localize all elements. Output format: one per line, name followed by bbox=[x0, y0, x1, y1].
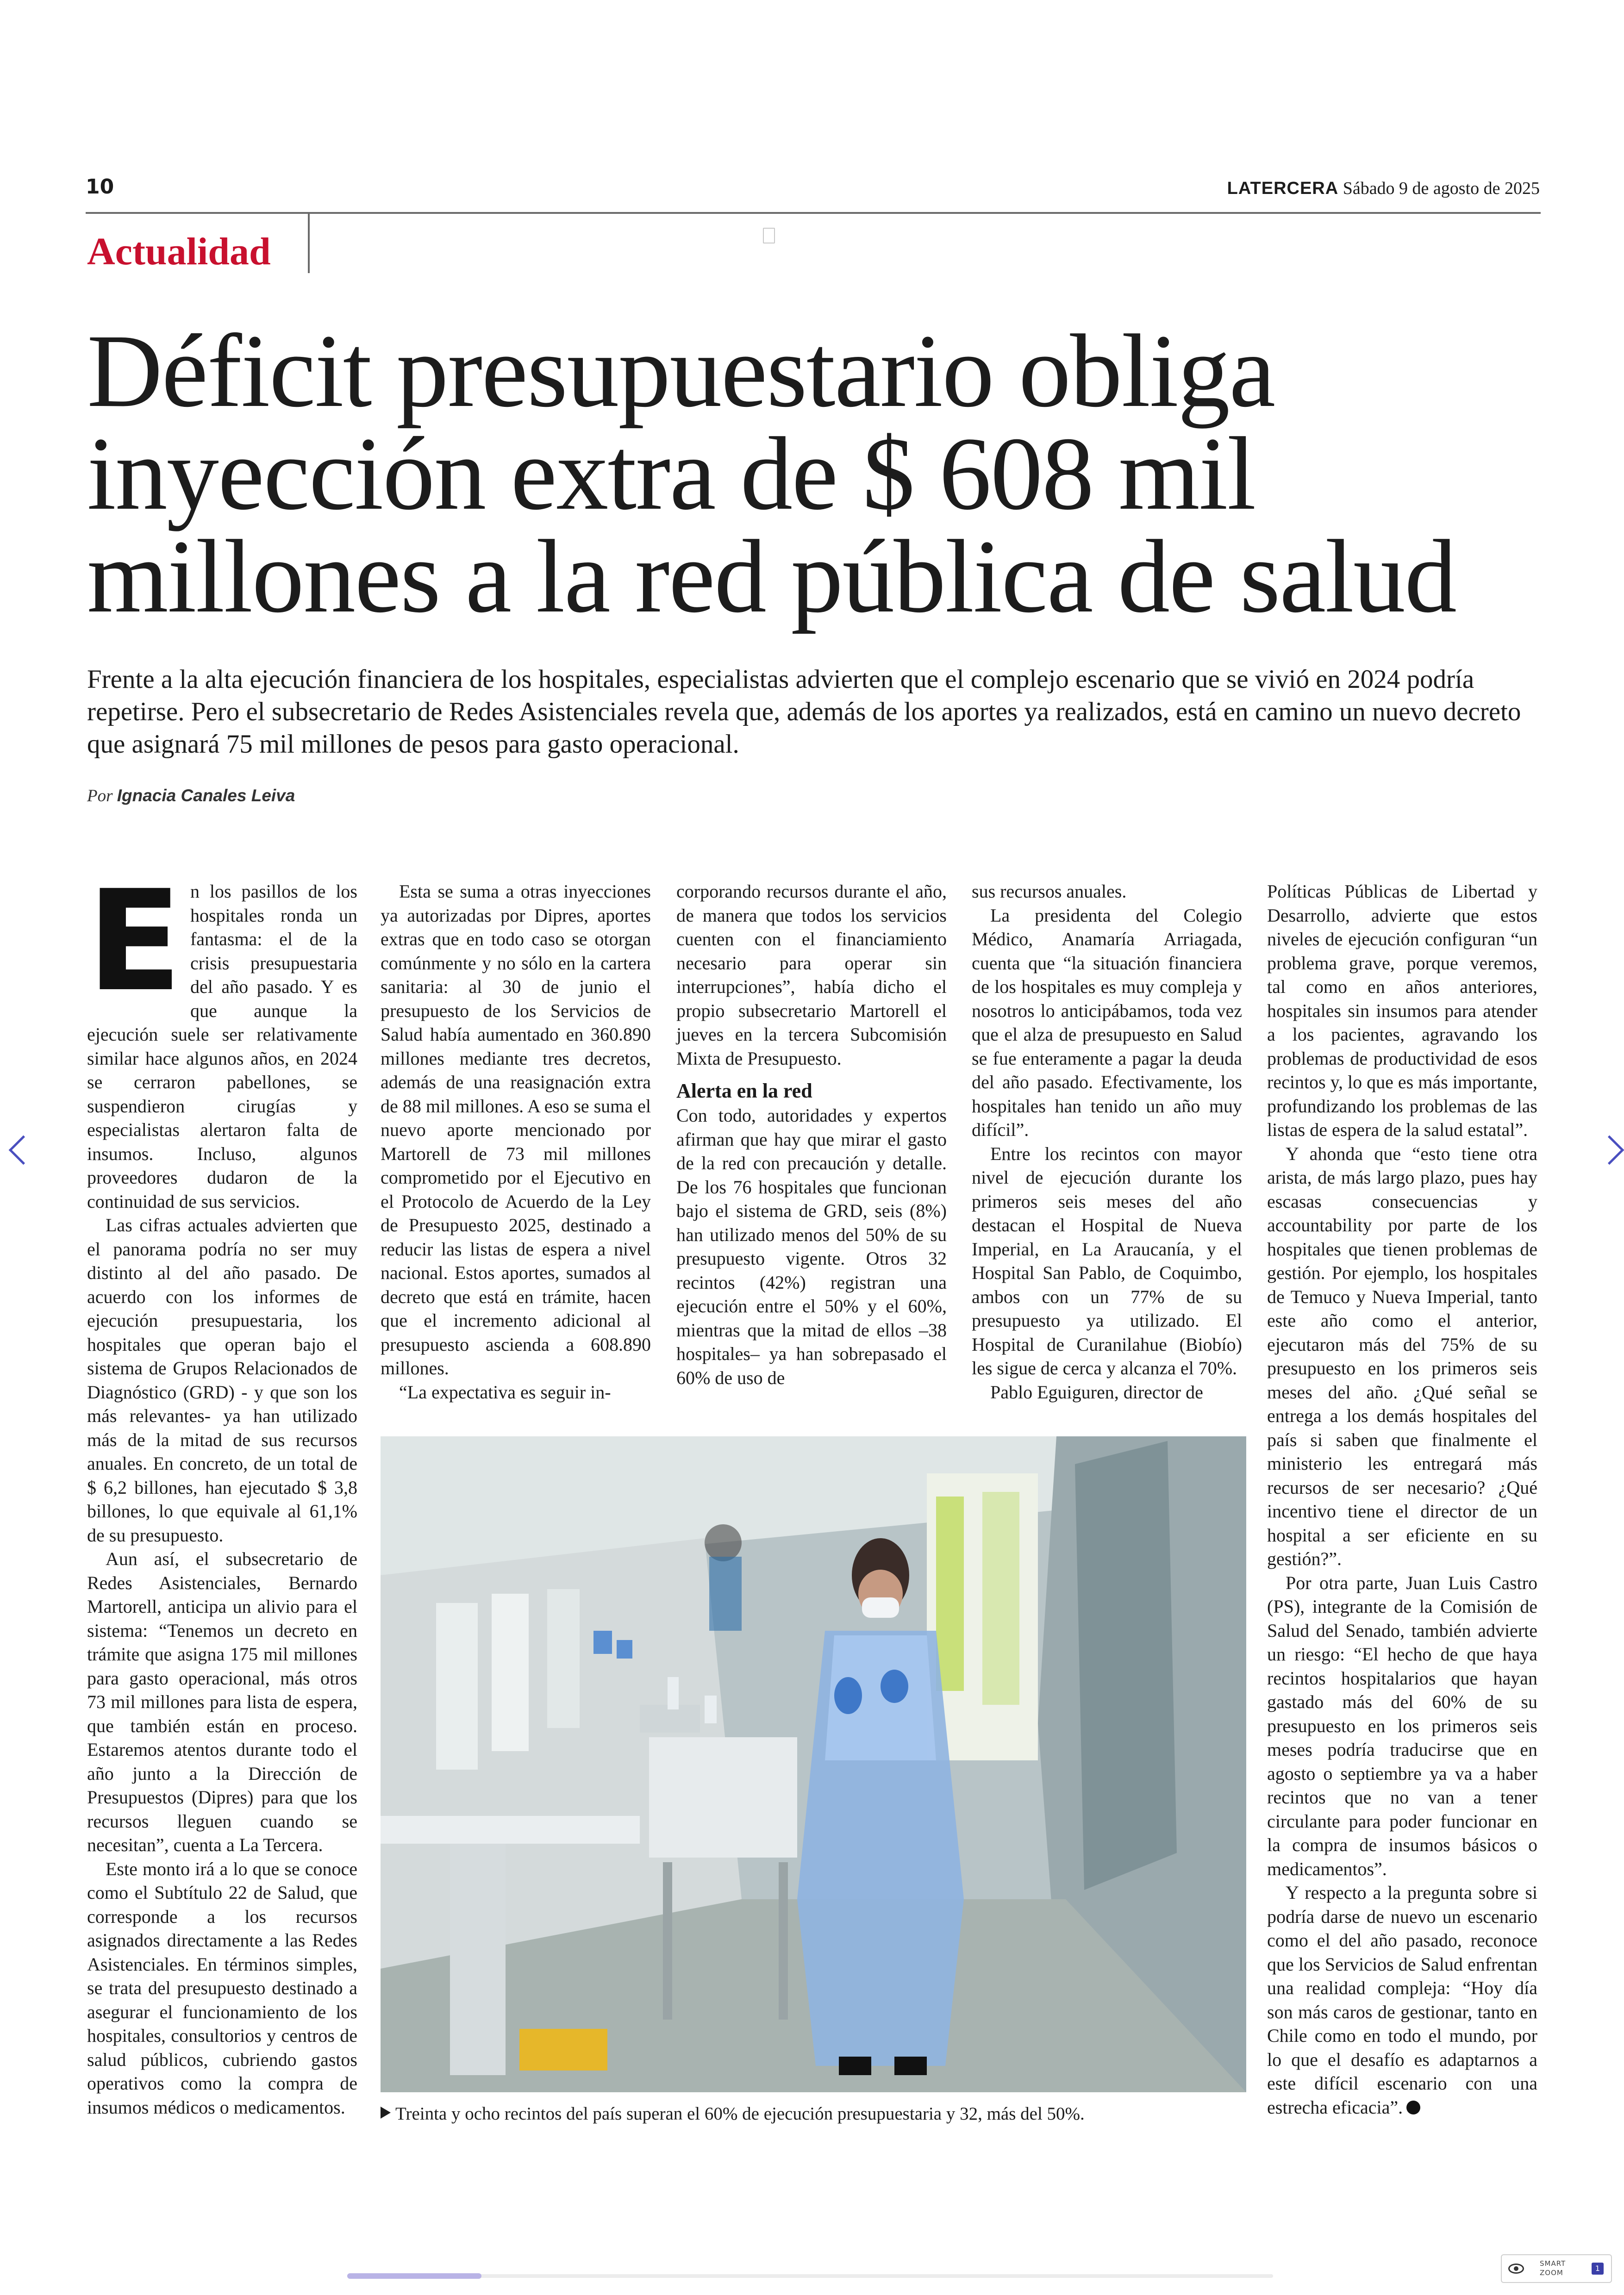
paragraph: Entre los recintos con mayor nivel de ejecución durante los primeros seis meses del año destacan el Hospital de Nueva Imperial, en La Araucanía, y el Hospital San Pablo, de Coquimbo, ambos con un 77% de su presupuesto ya utilizado. El Hospital de Curanilahue (Biobío) les sigue de cerca y alcanza el 70%. bbox=[972, 1143, 1242, 1378]
paragraph: Con todo, autoridades y expertos afirman que hay que mirar el gasto de la red con precaución y detalle. De los 76 hospitales que funcionan bajo el sistema de GRD, seis (8%) han utilizado menos del 50% de su presupuesto vigente. Otros 32 recintos (42%) registran una ejecución entre el 50% y el 60%, mientras que la mitad de ellos –38 hospitales– ya han sobrepasado el 60% de uso de bbox=[676, 1105, 947, 1388]
paragraph: La presidenta del Colegio Médico, Anamaría Arriagada, cuenta que “la situación financiera de los hospitales es muy compleja y nosotros lo anticipábamos, toda vez que el alza de presupuesto en Salud se fue enteramente a pagar la deuda del año pasado. Efectivamente, los hospitales han tenido un año muy difícil”. bbox=[972, 904, 1242, 1140]
paragraph: Pablo Eguiguren, director de bbox=[990, 1381, 1203, 1403]
paragraph: Las cifras actuales advierten que el panorama podría no ser muy distinto al del año pasado. De acuerdo con los informes de ejecución presupuestaria, los hospitales que operan bajo el sistema de Grupos Relacionados de Diagnóstico (GRD) - y que son los más relevantes- ya han utilizado más de la mitad de sus recursos anuales. En concreto, de un total de $ 6,2 billones, han ejecutado $ 3,8 billones, lo que equivale al 61,1% de su presupuesto. bbox=[87, 1215, 357, 1546]
paragraph: Aun así, el subsecretario de Redes Asistenciales, Bernardo Martorell, anticipa un alivio para el sistema: “Tenemos un decreto en trámite que asigna 175 mil millones para gasto operacional, más otros 73 mil millones para lista de espera, que también están en proceso. Estaremos atentos durante todo el año junto a la Dirección de Presupuestos (Dipres) para que los recursos lleguen cuando se necesitan”, cuenta a La Tercera. bbox=[87, 1548, 357, 1855]
photo-caption bbox=[381, 2103, 1251, 2124]
section-label: Actualidad bbox=[87, 230, 271, 273]
paragraph: Esta se suma a otras inyecciones ya autorizadas por Dipres, aportes extras que en todo caso se otorgan comúnmente y no sólo en la cartera sanitaria: al 30 de junio el presupuesto de los Servicios de Salud había aumentado en 360.890 millones mediante tres decretos, además de una reasignación extra de 88 mil millones. A eso se suma el nuevo aporte mencionado por Martorell de 73 mil millones comprometido por el Ejecutivo en el Protocolo de Acuerdo de la Ley de Presupuesto 2025, destinado a reducir las listas de espera a nivel nacional. Estos aportes, sumados al decreto que está en trámite, hacen que el incremento adicional al presupuesto ascienda a 608.890 millones. bbox=[381, 881, 651, 1378]
masthead bbox=[1227, 178, 1540, 199]
article-column-2 bbox=[381, 879, 651, 1403]
article-column-1 bbox=[87, 861, 357, 2129]
article-column-4 bbox=[972, 879, 1242, 1403]
smart-zoom-label-line2: ZOOM bbox=[1540, 2269, 1563, 2277]
publication-date: Sábado 9 de agosto de 2025 bbox=[1343, 179, 1540, 198]
paragraph: sus recursos anuales. bbox=[972, 881, 1127, 902]
deck: Frente a la alta ejecución financiera de los hospitales, especialistas advierten que el complejo escenario que se vivió en 2024 podría repetirse. Pero el subsecretario de Redes Asistenciales revela que, además de los aportes ya realizados, está en camino un nuevo decreto que asignará 75 mil millones de pesos para gasto operacional. bbox=[87, 665, 1521, 759]
paragraph: Políticas Públicas de Libertad y Desarrollo, advierte que estos niveles de ejecución configuran “un problema grave, porque veremos, tal como en años anteriores, hospitales sin insumos para atender a los pacientes, agravando los problemas de productividad de esos recintos y, lo que es más importante, profundizando los problemas de las listas de espera de la salud estatal”. bbox=[1267, 881, 1537, 1140]
paragraph: Este monto irá a lo que se conoce como el Subtítulo 22 de Salud, que corresponde a los recursos asignados directamente a las Redes Asistenciales. En términos simples, se trata del presupuesto destinado a asegurar el funcionamiento de los hospitales, consultorios y centros de salud públicos, cubriendo gastos operativos como la compra de insumos médicos o medicamentos. bbox=[87, 1858, 357, 2118]
end-mark-icon bbox=[1406, 2101, 1420, 2114]
article-column-5 bbox=[1267, 879, 1537, 2129]
page-number: 10 bbox=[86, 175, 114, 199]
smart-zoom-label-line1: SMART bbox=[1540, 2259, 1566, 2268]
page-icon bbox=[763, 228, 775, 243]
eye-icon bbox=[1508, 2264, 1524, 2274]
caption-arrow-icon bbox=[381, 2107, 391, 2119]
headline: Déficit presupuestario obliga inyección extra de $ 608 mil millones a la red pública de salud bbox=[87, 313, 1456, 634]
byline-prefix: Por bbox=[87, 786, 113, 805]
paragraph bbox=[1267, 1881, 1537, 2119]
header-rule bbox=[86, 212, 1541, 214]
paragraph: n los pasillos de los hospitales ronda un fantasma: el de la crisis presupuestaria del año pasado. Y es que aunque la ejecución suele ser relativamente similar hace algunos años, en 2024 se cerraron pabellones, se suspendieron cirugías y especialistas alertaron falta de insumos. Incluso, algunos proveedores dudaron de la continuidad de sus servicios. bbox=[87, 881, 357, 1212]
page-scrollbar-track[interactable] bbox=[347, 2274, 1273, 2278]
caption-text: Treinta y ocho recintos del país superan el 60% de ejecución presupuestaria y 32, más del 50%. bbox=[395, 2104, 1085, 2124]
previous-page-chevron-icon[interactable] bbox=[9, 1135, 38, 1165]
paragraph: Por otra parte, Juan Luis Castro (PS), integrante de la Comisión de Salud del Senado, también advierte un riesgo: “El hecho de que haya recintos hospitalarios que hayan gastado más del 60% de su presupuesto en los primeros seis meses podría traducirse que en agosto o septiembre ya va a haber recintos que no van a tener circulante para poder funcionar en la compra de insumos básicos o medicamentos”. bbox=[1267, 1572, 1537, 1879]
dropcap: E bbox=[87, 861, 182, 1022]
next-page-chevron-icon[interactable] bbox=[1595, 1135, 1624, 1165]
article-photo bbox=[381, 1436, 1246, 2092]
newspaper-brand: LATERCERA bbox=[1227, 179, 1339, 198]
paragraph: corporando recursos durante el año, de manera que todos los servicios cuenten con el financiamiento necesario para operar sin interrupciones”, había dicho el propio subsecretario Martorell el jueves en la tercera Subcomisión Mixta de Presupuesto. bbox=[676, 881, 947, 1069]
byline-author: Ignacia Canales Leiva bbox=[117, 786, 295, 805]
paragraph: “La expectativa es seguir in- bbox=[399, 1381, 611, 1403]
page-scrollbar-thumb[interactable] bbox=[347, 2273, 481, 2279]
article-column-3 bbox=[676, 879, 947, 1389]
smart-zoom-badge: 1 bbox=[1592, 2263, 1604, 2275]
section-divider bbox=[308, 213, 310, 273]
paragraph: Y ahonda que “esto tiene otra arista, de más largo plazo, pues hay escasas consecuencias y accountability por parte de los hospitales que tienen problemas de gestión. Por ejemplo, los hospitales de Temuco y Nueva Imperial, tanto este año como el anterior, ejecutaron más del 75% de su presupuesto en los primeros seis meses del año. ¿Qué señal se entrega a los demás hospitales del país si saben que finalmente el ministerio les entregará más recursos de ser necesario? ¿Qué incentivo tiene el director de un hospital a ser eficiente en su gestión?”. bbox=[1267, 1143, 1537, 1569]
smart-zoom-label bbox=[1540, 2259, 1566, 2277]
smart-zoom-button[interactable] bbox=[1501, 2254, 1612, 2283]
byline bbox=[87, 786, 295, 806]
paragraph-text: Y respecto a la pregunta sobre si podría darse de nuevo un escenario como el del año pasado, reconoce que los Servicios de Salud enfrentan una realidad compleja: “Hoy día son más caros de gestionar, tanto en Chile como en todo el mundo, por lo que el desafío es adaptarnos a este difícil escenario con una estrecha eficacia”. bbox=[1267, 1882, 1537, 2118]
hospital-corridor-illustration bbox=[381, 1436, 1246, 2092]
subheading: Alerta en la red bbox=[676, 1079, 812, 1102]
